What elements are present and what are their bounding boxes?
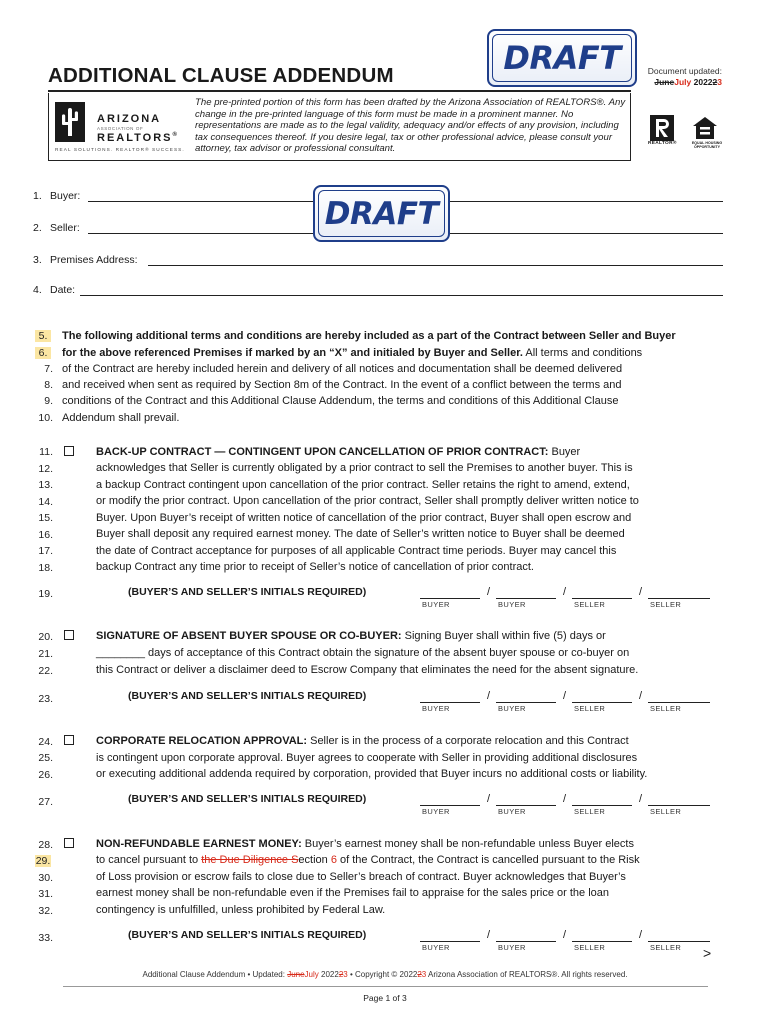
- backup-line-16: Buyer shall deposit any required earnest money. The date of Seller’s written notice to Buyer shall be deemed: [96, 528, 625, 540]
- buyer-initials-field[interactable]: [420, 702, 480, 703]
- arizona-realtors-logo: [55, 100, 185, 156]
- draft-stamp-middle: DRAFT: [313, 185, 450, 242]
- earnest-line-32: contingency is unfulfilled, unless prohibited by Federal Law.: [96, 904, 386, 916]
- line-number: 33.: [38, 932, 53, 944]
- buyer-caption: BUYER: [422, 704, 450, 713]
- trade-icons: [648, 113, 728, 149]
- backup-line-18: backup Contract any time prior to receipt of Seller’s notice of cancellation of prior contract.: [96, 561, 534, 573]
- absent-line-20: SIGNATURE OF ABSENT BUYER SPOUSE OR CO-BUYER: Signing Buyer shall within five (5) days or: [96, 630, 606, 642]
- logo-arizona: ARIZONA: [97, 113, 162, 125]
- line-number: 2.: [33, 222, 42, 234]
- corporate-line-24: CORPORATE RELOCATION APPROVAL: Seller is in the process of a corporate relocation and this Contract: [96, 735, 629, 747]
- realtor-caption: REALTOR®: [648, 141, 677, 146]
- buyer-initials-field[interactable]: [496, 941, 556, 942]
- buyer-initials-field[interactable]: [420, 805, 480, 806]
- buyer-initials-field[interactable]: [496, 702, 556, 703]
- logo-tagline: REAL SOLUTIONS. REALTOR® SUCCESS.: [55, 147, 185, 152]
- line-number: 4.: [33, 284, 42, 296]
- buyer-initials-field[interactable]: [420, 598, 480, 599]
- realtor-r-icon: [650, 115, 674, 141]
- date-field[interactable]: [80, 295, 723, 296]
- seller-initials-field[interactable]: [572, 598, 632, 599]
- line-number: 28.: [38, 839, 53, 851]
- struck-month: June: [654, 77, 675, 87]
- line-number: 3.: [33, 254, 42, 266]
- premises-address-label: Premises Address:: [50, 254, 138, 266]
- initials-required-label: (BUYER’S AND SELLER’S INITIALS REQUIRED): [128, 793, 367, 805]
- line-number: 9.: [44, 395, 53, 407]
- initials-required-label: (BUYER’S AND SELLER’S INITIALS REQUIRED): [128, 690, 367, 702]
- seller-caption: SELLER: [650, 704, 682, 713]
- backup-contract-checkbox[interactable]: [64, 446, 74, 456]
- document-updated-label: Document updated:: [647, 66, 722, 76]
- seller-caption: SELLER: [574, 704, 606, 713]
- line-number: 31.: [38, 888, 53, 900]
- draft-stamp-top: DRAFT: [487, 29, 637, 87]
- line-number: 18.: [38, 562, 53, 574]
- new-month: July: [674, 77, 692, 87]
- buyer-caption: BUYER: [498, 600, 526, 609]
- eho-caption: EQUAL HOUSING OPPORTUNITY: [691, 141, 723, 149]
- earnest-line-31: earnest money shall be non-refundable even if the Premises fail to appraise for the sales price or the loan: [96, 887, 610, 899]
- absent-line-22: this Contract or deliver a disclaimer deed to Escrow Company that eliminates the need for the absent signature.: [96, 664, 639, 676]
- cactus-logo-icon: [55, 102, 85, 142]
- seller-initials-field[interactable]: [648, 941, 710, 942]
- line-number: 8.: [44, 379, 53, 391]
- buyer-caption: BUYER: [422, 600, 450, 609]
- line-number: 24.: [38, 736, 53, 748]
- intro-line-5: The following additional terms and conditions are hereby included as a part of the Contract between Seller and Buyer: [62, 330, 676, 342]
- seller-caption: SELLER: [650, 943, 682, 952]
- line-number: 30.: [38, 872, 53, 884]
- absent-line-21: ________ days of acceptance of this Contract obtain the signature of the absent buyer spouse or co-buyer on: [96, 647, 630, 659]
- intro-line-8: and received when sent as required by Section 8m of the Contract. In the event of a conflict between the terms and: [62, 379, 622, 391]
- line-number: 16.: [38, 529, 53, 541]
- corporate-line-25: is contingent upon corporate approval. Buyer agrees to cooperate with Seller in providing additional disclosures: [96, 752, 638, 764]
- line-number: 19.: [38, 588, 53, 600]
- corporate-line-26: or executing additional addenda required by corporation, provided that Buyer incurs no additional costs or liability.: [96, 768, 648, 780]
- line-number: 13.: [38, 479, 53, 491]
- logo-realtors: REALTORS®: [97, 132, 179, 144]
- seller-initials-field[interactable]: [648, 598, 710, 599]
- intro-line-7: of the Contract are hereby included herein and delivery of all notices and documentation shall be deemed delivered: [62, 363, 623, 375]
- next-page-arrow[interactable]: >: [703, 945, 712, 961]
- line-number: 11.: [39, 446, 53, 458]
- line-number: 29.: [35, 855, 51, 867]
- initials-required-label: (BUYER’S AND SELLER’S INITIALS REQUIRED): [128, 586, 367, 598]
- earnest-line-29: to cancel pursuant to the Due Diligence Section 6 of the Contract, the Contract is cancelled pursuant to the Risk: [96, 854, 640, 866]
- buyer-caption: BUYER: [498, 807, 526, 816]
- year-prefix: 2022: [691, 77, 713, 87]
- earnest-line-28: NON-REFUNDABLE EARNEST MONEY: Buyer’s earnest money shall be non-refundable unless Buyer elects: [96, 838, 634, 850]
- line-number: 5.: [35, 330, 51, 342]
- buyer-initials-field[interactable]: [496, 598, 556, 599]
- corporate-relocation-checkbox[interactable]: [64, 735, 74, 745]
- line-number: 17.: [38, 545, 53, 557]
- line-number: 1.: [33, 190, 42, 202]
- logo-association: ASSOCIATION OF: [97, 126, 144, 131]
- page-number: Page 1 of 3: [363, 993, 407, 1003]
- initials-required-label: (BUYER’S AND SELLER’S INITIALS REQUIRED): [128, 929, 367, 941]
- seller-caption: SELLER: [574, 943, 606, 952]
- buyer-caption: BUYER: [498, 704, 526, 713]
- line-number: 27.: [38, 796, 53, 808]
- intro-line-6: for the above referenced Premises if marked by an “X” and initialed by Buyer and Seller. All terms and conditions: [62, 347, 643, 359]
- footer-divider: [63, 986, 708, 987]
- seller-initials-field[interactable]: [572, 941, 632, 942]
- title-rule: [48, 90, 631, 92]
- footer-text: Additional Clause Addendum • Updated: JuneJuly 202223 • Copyright © 202223 Arizona Association of REALTORS®. All rights reserved.: [142, 970, 628, 979]
- seller-initials-field[interactable]: [648, 702, 710, 703]
- seller-caption: SELLER: [650, 600, 682, 609]
- line-number: 22.: [38, 665, 53, 677]
- new-year-digit: 3: [717, 77, 722, 87]
- line-number: 32.: [38, 905, 53, 917]
- line-number: 25.: [38, 752, 53, 764]
- backup-line-15: Buyer. Upon Buyer’s receipt of written notice of cancellation of the prior contract, Buyer shall open escrow and: [96, 512, 632, 524]
- premises-address-field[interactable]: [148, 265, 723, 266]
- earnest-line-30: of Loss provision or escrow fails to close due to Seller’s breach of contract. Buyer acknowledges that Buyer’s: [96, 871, 626, 883]
- line-number: 6.: [35, 347, 51, 359]
- seller-initials-field[interactable]: [648, 805, 710, 806]
- line-number: 26.: [38, 769, 53, 781]
- line-number: 14.: [38, 496, 53, 508]
- form-disclaimer: The pre-printed portion of this form has been drafted by the Arizona Association of REALTORS®. Any change in the pre-printed language of this form must be made in a prominent manner. No representations are made as to the legal validity, adequacy and/or effects of any provision, including tax consequences thereof. If you desire legal, tax or other professional advice, please consult your attorney, tax advisor or professional consultant.: [195, 97, 626, 155]
- seller-caption: SELLER: [650, 807, 682, 816]
- backup-line-14: or modify the prior contract. Upon cancellation of the prior contract, Seller shall promptly deliver written notice to: [96, 495, 639, 507]
- date-label: Date:: [50, 284, 76, 296]
- intro-line-10: Addendum shall prevail.: [62, 412, 180, 424]
- line-number: 10.: [38, 412, 53, 424]
- equal-housing-icon: [692, 115, 718, 141]
- buyer-caption: BUYER: [498, 943, 526, 952]
- seller-caption: SELLER: [574, 600, 606, 609]
- backup-line-13: a backup Contract contingent upon cancellation of the prior contract. Seller retains the right to amend, extend,: [96, 479, 630, 491]
- struck-year-digit: 2: [712, 77, 718, 87]
- seller-caption: SELLER: [574, 807, 606, 816]
- earnest-money-checkbox[interactable]: [64, 838, 74, 848]
- seller-label: Seller:: [50, 222, 80, 234]
- absent-buyer-checkbox[interactable]: [64, 630, 74, 640]
- buyer-initials-field[interactable]: [420, 941, 480, 942]
- buyer-caption: BUYER: [422, 807, 450, 816]
- form-title: ADDITIONAL CLAUSE ADDENDUM: [48, 64, 394, 87]
- line-number: 21.: [38, 648, 53, 660]
- backup-line-17: the date of Contract acceptance for purposes of all applicable Contract time periods. Buyer may cancel this: [96, 545, 617, 557]
- line-number: 23.: [38, 693, 53, 705]
- buyer-label: Buyer:: [50, 190, 81, 202]
- seller-initials-field[interactable]: [572, 805, 632, 806]
- intro-line-9: conditions of the Contract and this Additional Clause Addendum, the terms and conditions of this Additional Clause: [62, 395, 619, 407]
- line-number: 7.: [44, 363, 53, 375]
- buyer-caption: BUYER: [422, 943, 450, 952]
- buyer-initials-field[interactable]: [496, 805, 556, 806]
- seller-initials-field[interactable]: [572, 702, 632, 703]
- line-number: 12.: [38, 463, 53, 475]
- line-number: 20.: [38, 631, 53, 643]
- line-number: 15.: [38, 512, 53, 524]
- backup-line-11: BACK-UP CONTRACT — CONTINGENT UPON CANCELLATION OF PRIOR CONTRACT: Buyer: [96, 446, 581, 458]
- backup-line-12: acknowledges that Seller is currently obligated by a prior contract to sell the Premises to another buyer. This is: [96, 462, 633, 474]
